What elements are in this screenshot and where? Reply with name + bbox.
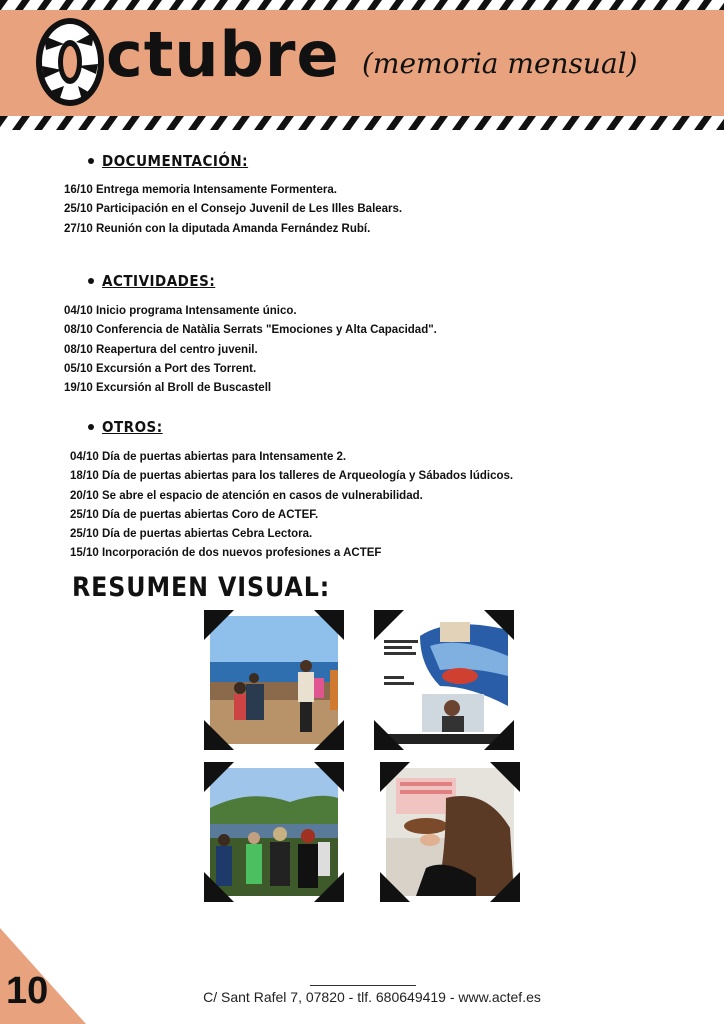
page-title: ctubre	[106, 18, 340, 91]
list-item: 05/10 Excursión a Port des Torrent.	[64, 362, 257, 375]
list-item: 27/10 Reunión con la diputada Amanda Fernández Rubí.	[64, 222, 371, 235]
svg-text:O: O	[69, 66, 71, 67]
zigzag-border-bottom	[0, 116, 724, 130]
section-documentacion-heading: DOCUMENTACIÓN:	[88, 152, 248, 170]
documentacion-list	[64, 181, 402, 239]
bullet-icon	[88, 278, 94, 284]
bullet-icon	[88, 158, 94, 164]
list-item: 25/10 Día de puertas abiertas Cebra Lectora.	[70, 528, 313, 541]
footer-address: C/ Sant Rafel 7, 07820 - tlf. 680649419 - www.actef.es	[203, 989, 541, 1005]
resumen-visual-heading: RESUMEN VISUAL:	[72, 572, 331, 603]
list-item: 16/10 Entrega memoria Intensamente Formentera.	[64, 184, 337, 196]
photo-frame	[204, 610, 344, 750]
list-item: 04/10 Inicio programa Intensamente único.	[64, 305, 297, 317]
list-item: 04/10 Día de puertas abiertas para Intensamente 2.	[70, 451, 347, 463]
section-otros-heading: OTROS:	[88, 418, 163, 436]
bullet-icon	[88, 424, 94, 430]
otros-list	[70, 448, 513, 564]
list-item: 15/10 Incorporación de dos nuevos profesiones a ACTEF	[70, 547, 382, 560]
page-number: 10	[6, 970, 49, 1012]
list-item: 08/10 Reapertura del centro juvenil.	[64, 343, 258, 356]
list-item: 08/10 Conferencia de Natàlia Serrats "Emociones y Alta Capacidad".	[64, 324, 437, 337]
actividades-list	[64, 302, 437, 398]
list-item: 25/10 Día de puertas abiertas Coro de ACTEF.	[70, 508, 319, 521]
section-actividades-heading: ACTIVIDADES:	[88, 272, 215, 290]
list-item: 20/10 Se abre el espacio de atención en casos de vulnerabilidad.	[70, 489, 423, 502]
photo-frame	[374, 610, 514, 750]
zebra-letter-o-logo	[34, 16, 106, 108]
footer-divider	[310, 985, 416, 986]
list-item: 18/10 Día de puertas abiertas para los talleres de Arqueología y Sábados lúdicos.	[70, 470, 514, 483]
photo-frame	[204, 762, 344, 902]
list-item: 25/10 Participación en el Consejo Juvenil de Les Illes Balears.	[64, 203, 403, 216]
photo-frame	[380, 762, 520, 902]
page-subtitle: (memoria mensual)	[362, 47, 638, 80]
list-item: 19/10 Excursión al Broll de Buscastell	[64, 382, 272, 395]
